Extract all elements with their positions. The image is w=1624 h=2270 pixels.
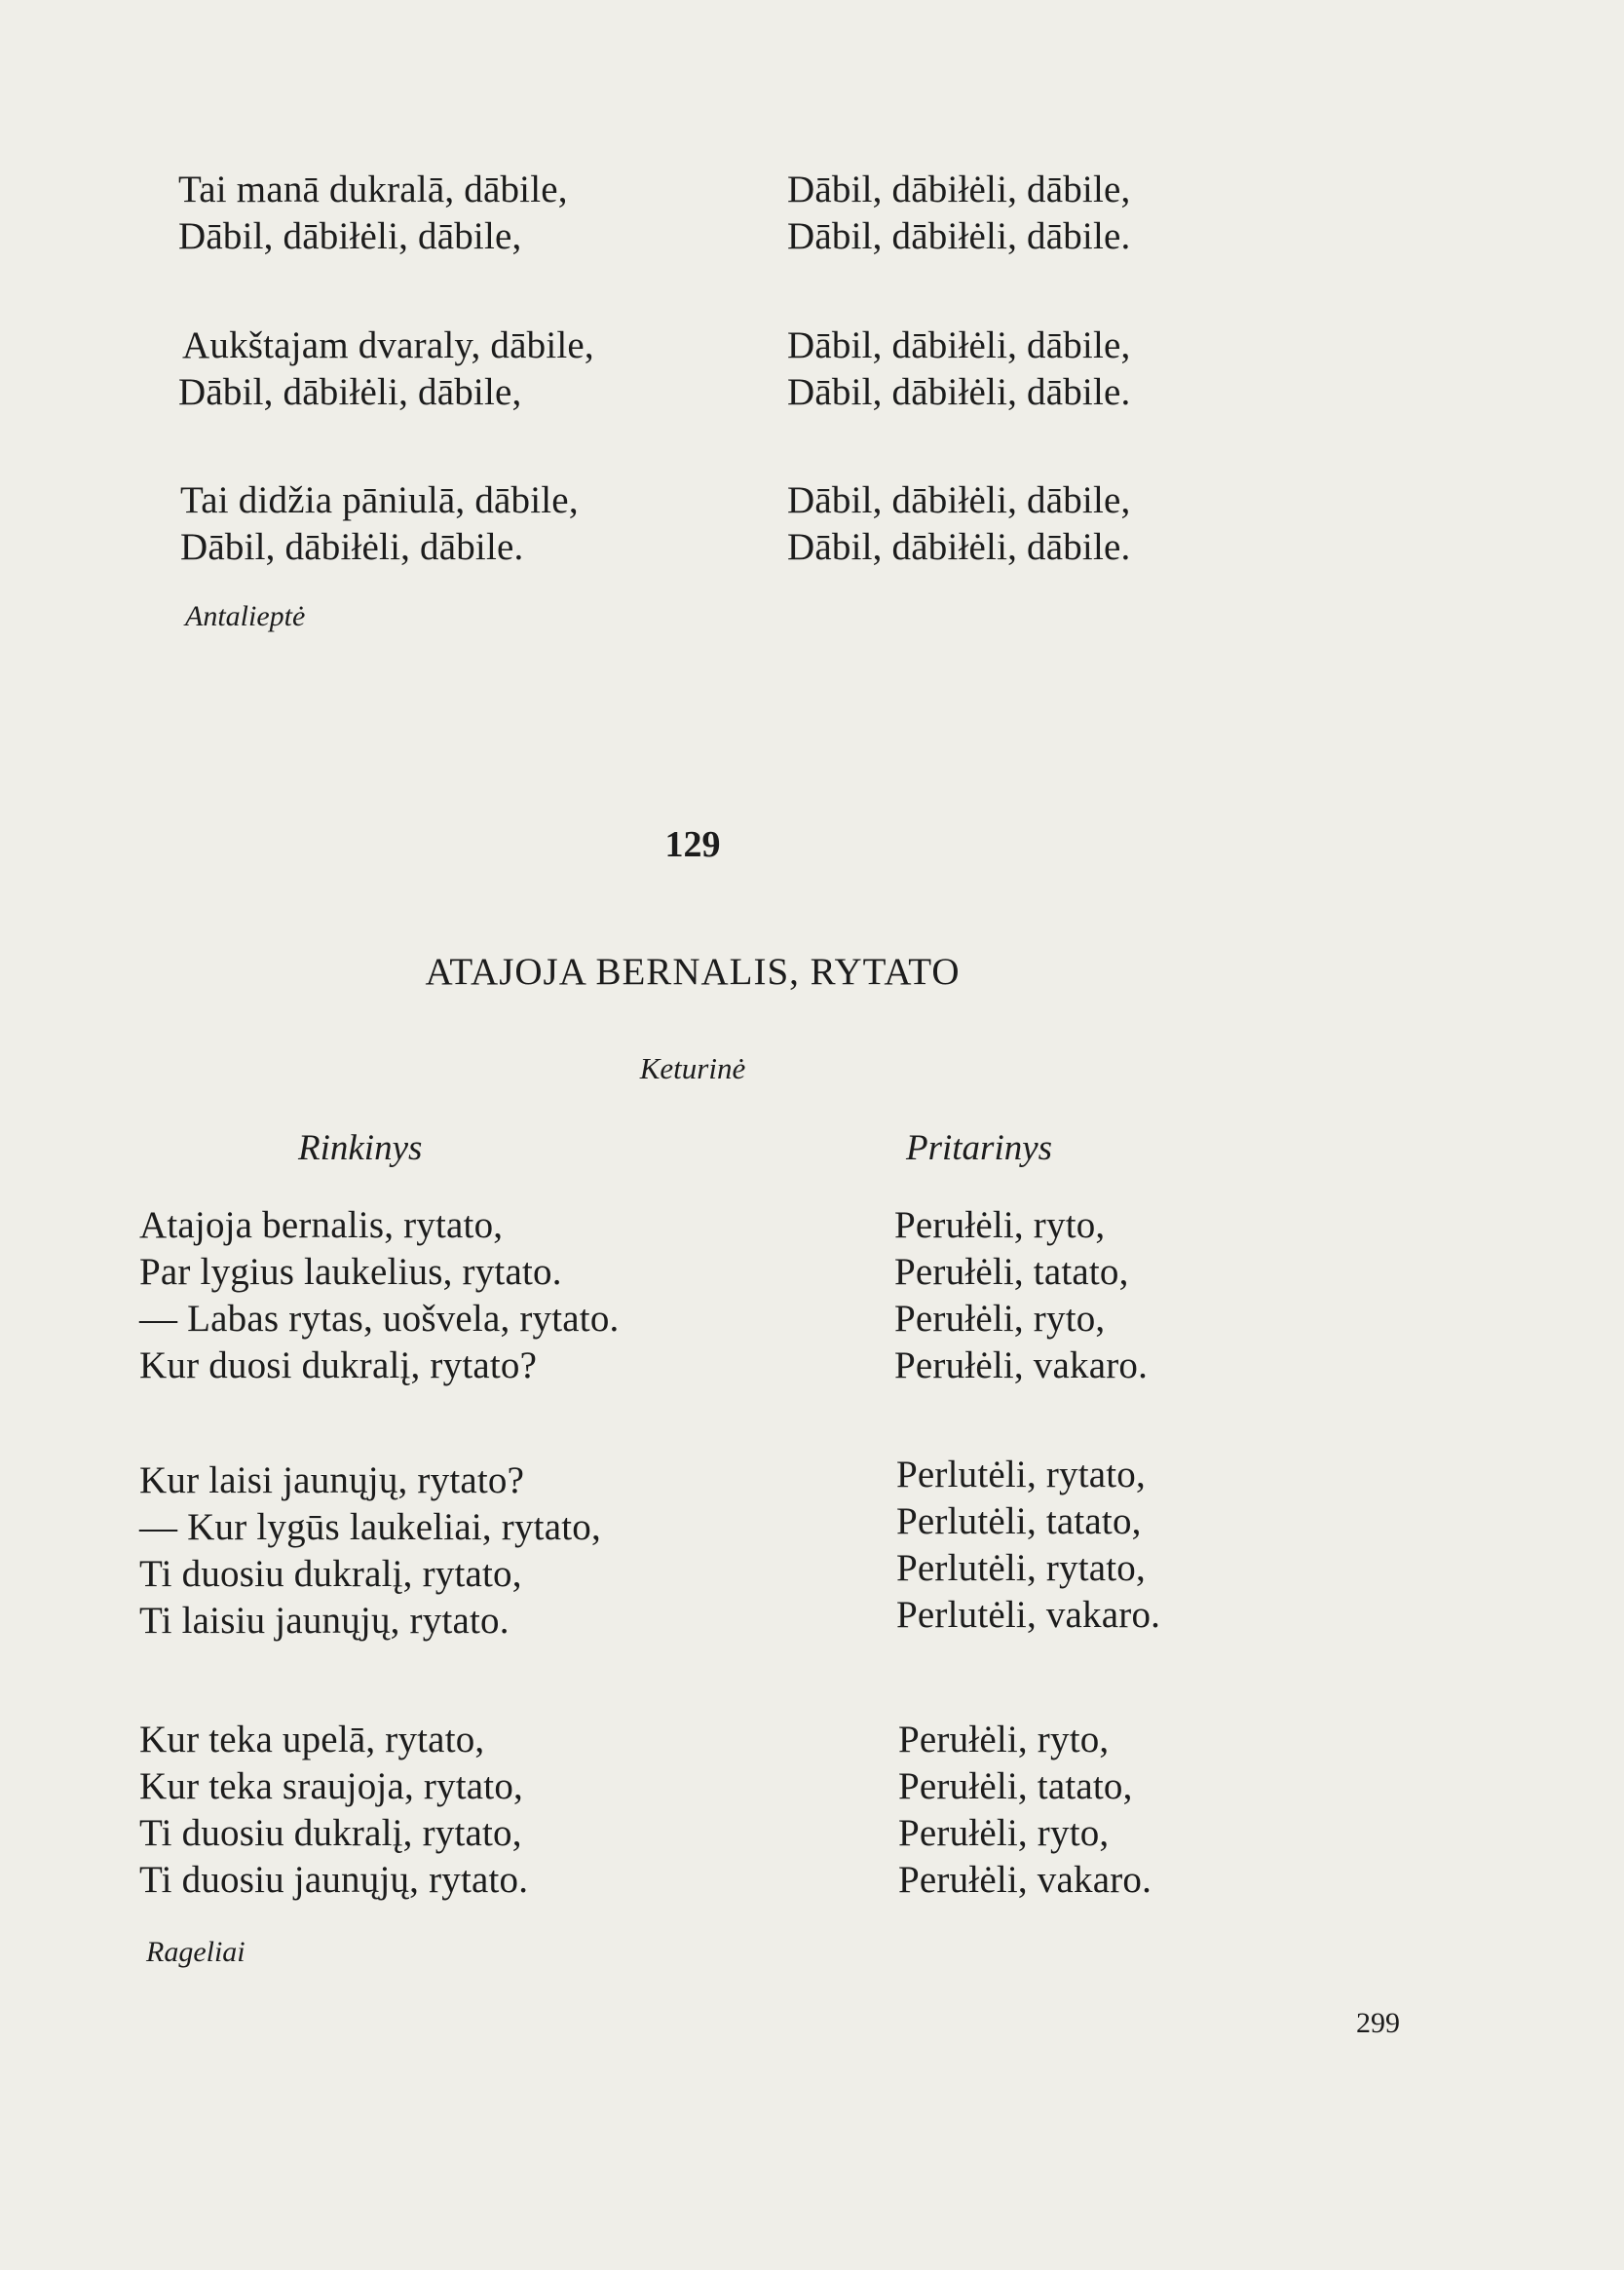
place-of-recording: Rageliai (146, 1936, 245, 1968)
verse-line: Aukštajam dvaraly, dābile, (182, 324, 594, 366)
refrain-line: Perułėli, ryto, (898, 1812, 1110, 1854)
verse-line: Kur teka upelā, rytato, (139, 1719, 485, 1760)
verse-line: Kur duosi dukralį, rytato? (139, 1344, 538, 1386)
refrain-line: Perułėli, vakaro. (898, 1859, 1152, 1901)
page-number: 299 (1356, 2007, 1400, 2039)
verse-line: Tai didžia pāniulā, dābile, (180, 479, 579, 521)
verse-line: — Labas rytas, uošvela, rytato. (139, 1298, 620, 1340)
refrain-line: Perlutėli, rytato, (896, 1454, 1146, 1495)
refrain-line: Dābil, dābiłėli, dābile. (787, 371, 1131, 413)
verse-line: Ti duosiu jaunųjų, rytato. (139, 1859, 529, 1901)
column-header-pritarinys: Pritarinys (906, 1128, 1053, 1168)
verse-line: — Kur lygūs laukeliai, rytato, (139, 1506, 601, 1548)
refrain-line: Dābil, dābiłėli, dābile. (787, 215, 1131, 257)
verse-line: Ti laisiu jaunųjų, rytato. (139, 1600, 510, 1642)
place-of-recording: Antalieptė (185, 600, 306, 632)
verse-line: Kur teka sraujoja, rytato, (139, 1765, 523, 1807)
refrain-line: Perułėli, tatato, (894, 1251, 1129, 1293)
verse-line: Dābil, dābiłėli, dābile. (180, 526, 524, 568)
verse-line: Dābil, dābiłėli, dābile, (178, 371, 522, 413)
refrain-line: Perlutėli, vakaro. (896, 1594, 1161, 1636)
refrain-line: Dābil, dābiłėli, dābile, (787, 169, 1131, 210)
song-title: ATAJOJA BERNALIS, RYTATO (425, 951, 961, 993)
verse-line: Atajoja bernalis, rytato, (139, 1204, 504, 1246)
song-number: 129 (664, 824, 721, 865)
refrain-line: Perułėli, ryto, (894, 1204, 1106, 1246)
refrain-line: Perułėli, ryto, (898, 1719, 1110, 1760)
verse-line: Kur laisi jaunųjų, rytato? (139, 1459, 525, 1501)
refrain-line: Dābil, dābiłėli, dābile. (787, 526, 1131, 568)
refrain-line: Perlutėli, tatato, (896, 1500, 1142, 1542)
verse-line: Ti duosiu dukralį, rytato, (139, 1812, 522, 1854)
refrain-line: Dābil, dābiłėli, dābile, (787, 324, 1131, 366)
song-subtitle: Keturinė (639, 1051, 746, 1085)
refrain-line: Dābil, dābiłėli, dābile, (787, 479, 1131, 521)
column-header-rinkinys: Rinkinys (298, 1128, 423, 1168)
refrain-line: Perułėli, tatato, (898, 1765, 1133, 1807)
refrain-line: Perułėli, ryto, (894, 1298, 1106, 1340)
verse-line: Ti duosiu dukralį, rytato, (139, 1553, 522, 1595)
verse-line: Tai manā dukralā, dābile, (178, 169, 568, 210)
refrain-line: Perułėli, vakaro. (894, 1344, 1149, 1386)
refrain-line: Perlutėli, rytato, (896, 1547, 1146, 1589)
verse-line: Dābil, dābiłėli, dābile, (178, 215, 522, 257)
verse-line: Par lygius laukelius, rytato. (139, 1251, 562, 1293)
